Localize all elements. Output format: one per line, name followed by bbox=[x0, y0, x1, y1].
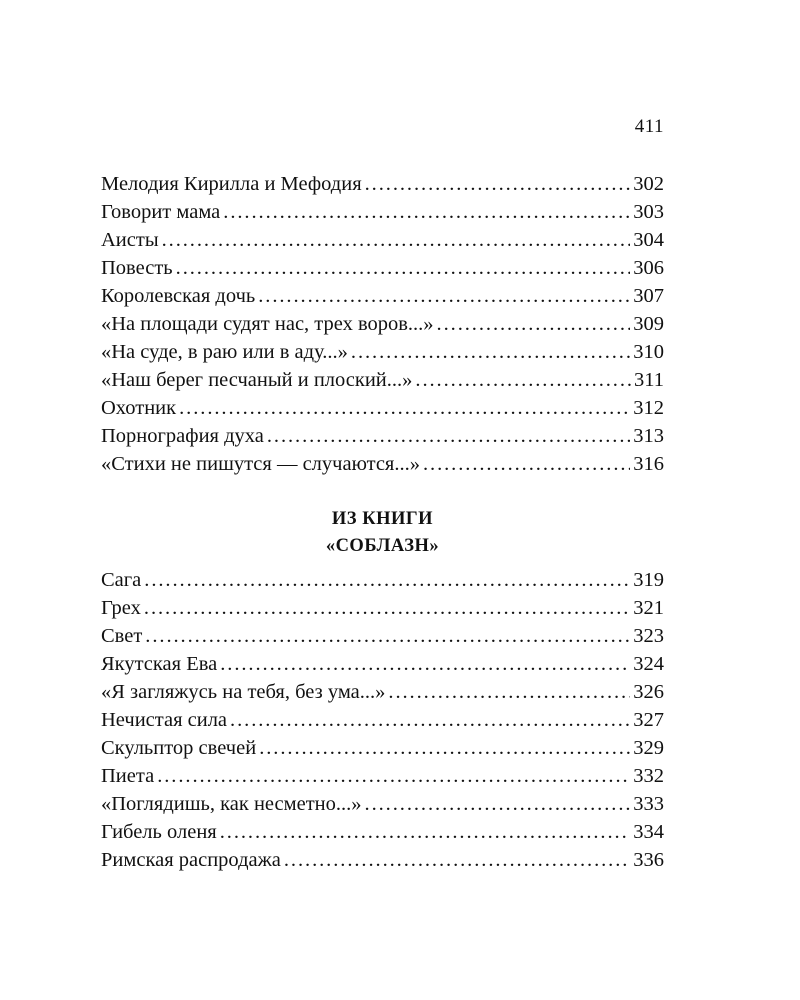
dot-leader bbox=[179, 394, 630, 422]
toc-entry-title: Сага bbox=[101, 569, 142, 591]
toc-entry-page: 324 bbox=[633, 653, 664, 675]
toc-entry[interactable] bbox=[101, 170, 664, 198]
toc-entry[interactable] bbox=[101, 394, 664, 422]
toc-entry-title: Говорит мама bbox=[101, 201, 221, 223]
toc-entry[interactable] bbox=[101, 226, 664, 254]
toc-entry[interactable] bbox=[101, 818, 664, 846]
dot-leader bbox=[162, 226, 631, 254]
dot-leader bbox=[144, 566, 630, 594]
toc-entry[interactable] bbox=[101, 678, 664, 706]
section-heading-line2: «СОБЛАЗН» bbox=[325, 536, 440, 556]
toc-entry-page: 309 bbox=[633, 313, 664, 335]
dot-leader bbox=[220, 818, 631, 846]
toc-entry-title: Якутская Ева bbox=[101, 653, 218, 675]
dot-leader bbox=[365, 170, 631, 198]
toc-entry-page: 306 bbox=[633, 257, 664, 279]
dot-leader bbox=[437, 310, 631, 338]
dot-leader bbox=[284, 846, 630, 874]
dot-leader bbox=[259, 734, 630, 762]
toc-entry[interactable] bbox=[101, 338, 664, 366]
toc-entry-title: «На суде, в раю или в аду...» bbox=[101, 341, 348, 363]
toc-list-part1 bbox=[101, 170, 664, 478]
dot-leader bbox=[258, 282, 630, 310]
toc-entry[interactable] bbox=[101, 650, 664, 678]
toc-entry-title: «Я загляжусь на тебя, без ума...» bbox=[101, 681, 386, 703]
toc-entry-title: Грех bbox=[101, 597, 141, 619]
toc-entry[interactable] bbox=[101, 254, 664, 282]
dot-leader bbox=[176, 254, 631, 282]
toc-entry[interactable] bbox=[101, 762, 664, 790]
dot-leader bbox=[423, 450, 630, 478]
toc-entry[interactable] bbox=[101, 790, 664, 818]
toc-entry[interactable] bbox=[101, 366, 664, 394]
toc-entry-title: Охотник bbox=[101, 397, 177, 419]
toc-entry[interactable] bbox=[101, 310, 664, 338]
toc-entry-page: 327 bbox=[633, 709, 664, 731]
dot-leader bbox=[365, 790, 631, 818]
toc-entry[interactable] bbox=[101, 594, 664, 622]
toc-entry-title: Аисты bbox=[101, 229, 159, 251]
toc-entry[interactable] bbox=[101, 706, 664, 734]
dot-leader bbox=[157, 762, 630, 790]
dot-leader bbox=[220, 650, 630, 678]
toc-entry-title: Пиета bbox=[101, 765, 155, 787]
toc-entry-page: 334 bbox=[633, 821, 664, 843]
toc-list-part2 bbox=[101, 566, 664, 874]
toc-entry-page: 333 bbox=[633, 793, 664, 815]
dot-leader bbox=[267, 422, 630, 450]
toc-entry[interactable] bbox=[101, 198, 664, 226]
toc-entry-title: Королевская дочь bbox=[101, 285, 256, 307]
toc-entry-page: 311 bbox=[634, 369, 664, 391]
toc-entry-title: «Стихи не пишутся — случаются...» bbox=[101, 453, 420, 475]
toc-entry-page: 302 bbox=[633, 173, 664, 195]
toc-entry[interactable] bbox=[101, 734, 664, 762]
toc-entry-title: Повесть bbox=[101, 257, 173, 279]
toc-entry-page: 303 bbox=[633, 201, 664, 223]
toc-entry-title: «На площади судят нас, трех воров...» bbox=[101, 313, 434, 335]
toc-entry-page: 316 bbox=[633, 453, 664, 475]
toc-entry-page: 326 bbox=[633, 681, 664, 703]
dot-leader bbox=[230, 706, 630, 734]
dot-leader bbox=[388, 678, 630, 706]
toc-entry-page: 307 bbox=[633, 285, 664, 307]
toc-entry[interactable] bbox=[101, 566, 664, 594]
toc-entry-title: Порнография духа bbox=[101, 425, 264, 447]
dot-leader bbox=[415, 366, 631, 394]
section-heading bbox=[101, 506, 664, 560]
toc-entry-title: Гибель оленя bbox=[101, 821, 217, 843]
toc-entry[interactable] bbox=[101, 622, 664, 650]
toc-entry[interactable] bbox=[101, 282, 664, 310]
toc-entry-title: «Наш берег песчаный и плоский...» bbox=[101, 369, 413, 391]
toc-entry-page: 319 bbox=[633, 569, 664, 591]
dot-leader bbox=[144, 594, 630, 622]
toc-entry-page: 321 bbox=[633, 597, 664, 619]
toc-entry[interactable] bbox=[101, 450, 664, 478]
toc-entry-title: Римская распродажа bbox=[101, 849, 281, 871]
section-heading-line1: ИЗ КНИГИ bbox=[331, 509, 434, 529]
dot-leader bbox=[223, 198, 630, 226]
toc-entry-page: 313 bbox=[633, 425, 664, 447]
toc-entry[interactable] bbox=[101, 422, 664, 450]
toc-entry-title: Свет bbox=[101, 625, 143, 647]
toc-entry-page: 329 bbox=[633, 737, 664, 759]
toc-entry-page: 332 bbox=[633, 765, 664, 787]
toc-entry-page: 312 bbox=[633, 397, 664, 419]
toc-entry-title: Скульптор свечей bbox=[101, 737, 257, 759]
toc-entry-title: «Поглядишь, как несметно...» bbox=[101, 793, 362, 815]
dot-leader bbox=[351, 338, 630, 366]
toc-entry-title: Нечистая сила bbox=[101, 709, 228, 731]
toc-entry-page: 304 bbox=[633, 229, 664, 251]
toc-entry[interactable] bbox=[101, 846, 664, 874]
page-number: 411 bbox=[634, 116, 664, 137]
toc-entry-page: 310 bbox=[633, 341, 664, 363]
toc-entry-page: 323 bbox=[633, 625, 664, 647]
toc-entry-title: Мелодия Кирилла и Мефодия bbox=[101, 173, 362, 195]
dot-leader bbox=[145, 622, 630, 650]
toc-entry-page: 336 bbox=[633, 849, 664, 871]
